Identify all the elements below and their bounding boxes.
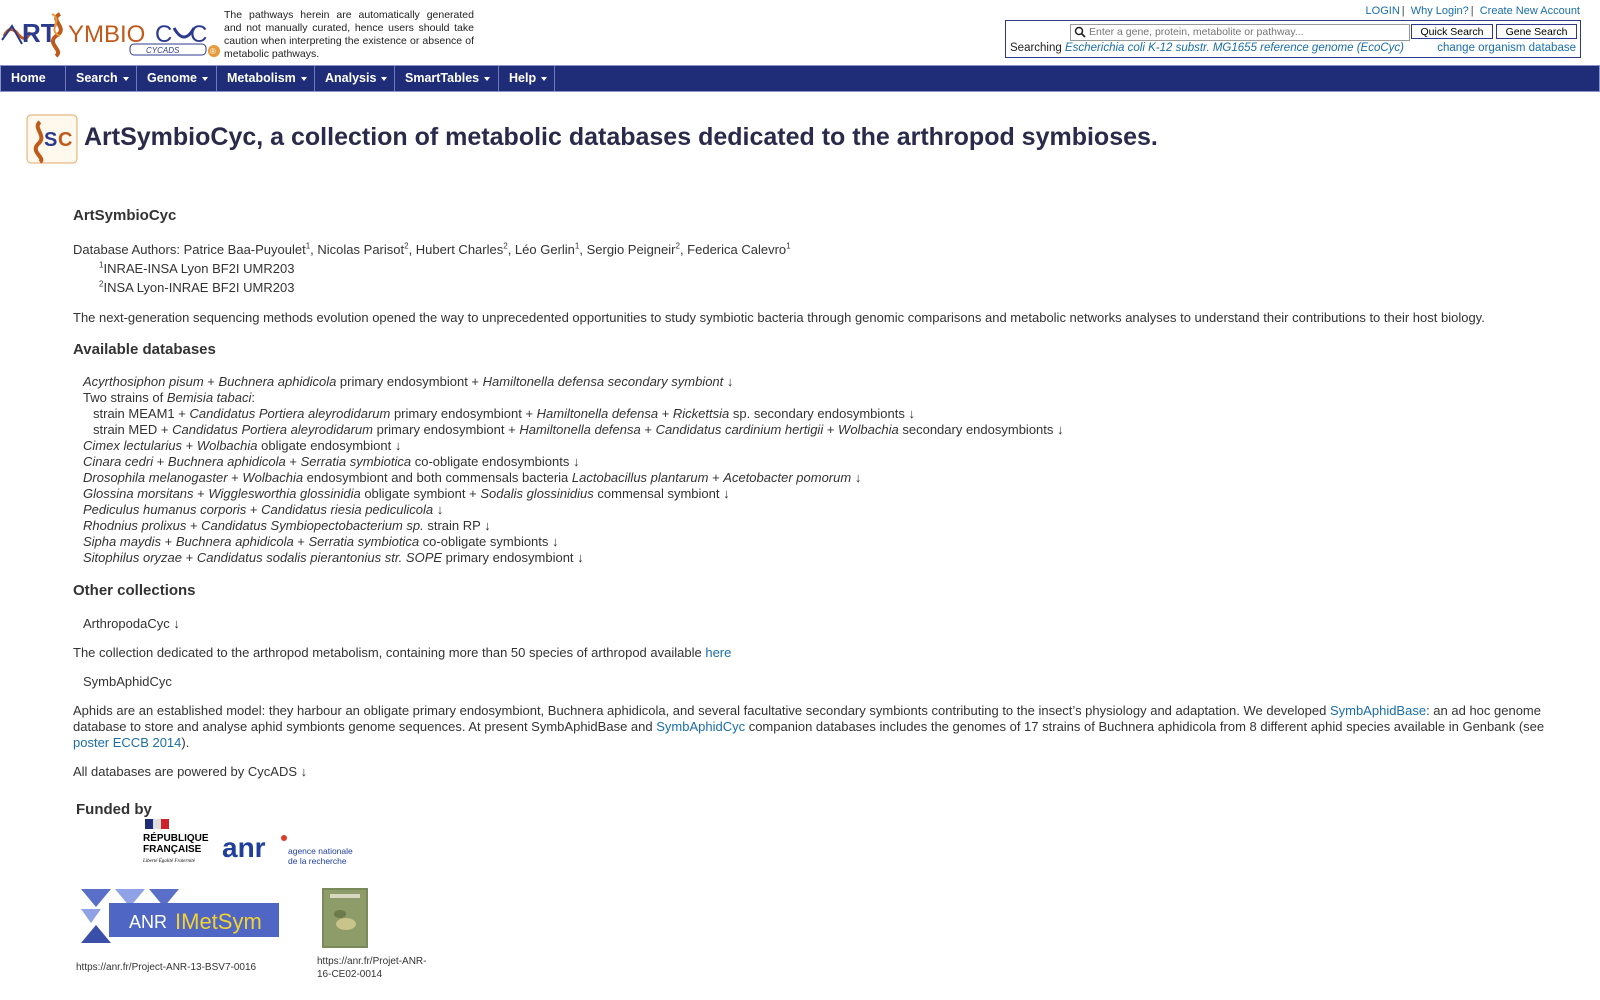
symbiont-species: Candidatus Portiera aleyrodidarum [189, 406, 391, 421]
nav-search-label: Search [76, 71, 118, 85]
symbiont-species: Acetobacter pomorum [723, 470, 852, 485]
symbiont-species: Rickettsia [672, 406, 730, 421]
intro-text: The next-generation sequencing methods evolution opened the way to unprecedented opportunities to study symbiotic bacteria through genomic comparisons and metabolic networks analyses to understand their contributions to their host biology. [73, 310, 1485, 325]
aphid-text: : an ad hoc genome database to store and analyse aphid symbionts genome sequences. At present SymbAphidBase and [73, 703, 1541, 734]
anr-sub2: de la recherche [288, 856, 347, 866]
create-account-link[interactable]: Create New Account [1479, 5, 1580, 17]
symbiont-species: Buchnera aphidicola [175, 534, 294, 549]
nav-metabolism[interactable] [217, 66, 315, 91]
nav-metabolism-label: Metabolism [227, 71, 296, 85]
symbiont-species: Buchnera aphidicola [218, 374, 337, 389]
authors-label: Database Authors: [73, 242, 180, 257]
expand-arrow[interactable]: ↓ [723, 374, 734, 389]
imetsym-title: IMetSym [175, 909, 262, 934]
symbiont-species: Hamiltonella defensa [536, 406, 659, 421]
database-group-label [83, 390, 255, 405]
db-text: + [823, 422, 839, 437]
anr-project-url-2: https://anr.fr/Projet-ANR-16-CE02-0014 [317, 956, 427, 980]
expand-arrow[interactable]: ↓ [851, 470, 862, 485]
symbiont-species: Buchnera aphidicola [167, 454, 286, 469]
main-menu [0, 65, 1600, 92]
db-text: + [246, 502, 262, 517]
symbiont-species: Lactobacillus plantarum [571, 470, 709, 485]
db-text: + [285, 454, 301, 469]
database-item[interactable] [83, 518, 491, 533]
arthropodacyc-toggle[interactable]: ArthropodaCyc ↓ [83, 616, 180, 631]
db-text: + [658, 406, 673, 421]
host-species: Drosophila melanogaster [83, 470, 228, 485]
db-text: Two strains of [83, 390, 167, 405]
svg-text:RT: RT [22, 18, 57, 48]
cycads-toggle[interactable]: All databases are powered by CycADS ↓ [73, 764, 308, 779]
host-species: Cimex lectularius [83, 438, 182, 453]
expand-arrow[interactable]: co-obligate endosymbionts ↓ [411, 454, 580, 469]
symbiont-species: Hamiltonella defensa [519, 422, 641, 437]
expand-arrow[interactable]: obligate endosymbiont ↓ [257, 438, 402, 453]
database-item[interactable] [83, 374, 733, 389]
authors-line: Database Authors: Patrice Baa-Puyoulet$^1$, Nicolas Parisot$^2$, Hubert Charles$^2$, Léo Gerlin$^1$, Sergio Peigneir$^2$, Federica Calevro$^1$ [73, 241, 791, 257]
author: Nicolas Parisot [317, 242, 405, 257]
aphid-paragraph [73, 703, 1553, 751]
nav-help[interactable] [499, 66, 555, 91]
symbiont-species: Wolbachia [242, 470, 304, 485]
db-text: : [251, 390, 255, 405]
database-item[interactable] [93, 422, 1064, 437]
rf-line1: RÉPUBLIQUE [143, 833, 209, 844]
author: Sergio Peigneir [586, 242, 676, 257]
db-text: + [181, 438, 197, 453]
section-available-databases: Available databases [73, 341, 216, 358]
symbiont-species: Candidatus Portiera aleyrodidarum [172, 422, 373, 437]
db-text: + [153, 454, 168, 469]
symbiont-species: Wigglesworthia glossinidia [208, 486, 361, 501]
affiliation-text: INRAE-INSA Lyon BF2I UMR203 [103, 261, 295, 276]
republique-francaise-logo [143, 817, 209, 873]
author-affiliation: 1 [786, 241, 791, 251]
caret-down-icon [123, 77, 129, 81]
anr-wordmark: anr [222, 832, 266, 863]
svg-text:C: C [58, 129, 73, 151]
db-text: primary endosymbiont + [373, 422, 520, 437]
symbiont-species: Candidatus cardinium hertigii [655, 422, 824, 437]
nav-home[interactable] [1, 66, 66, 91]
svg-text:C: C [155, 21, 173, 48]
svg-text:YMBIO: YMBIO [68, 21, 146, 48]
db-text: + [708, 470, 724, 485]
database-item[interactable] [83, 438, 401, 453]
affiliation-text: INSA Lyon-INRAE BF2I UMR203 [103, 280, 295, 295]
rf-motto: Liberté Égalité Fraternité [143, 859, 195, 864]
aphid-text: ). [181, 735, 190, 750]
db-text: primary endosymbiont + [390, 406, 537, 421]
host-species: Glossina morsitans [83, 486, 194, 501]
author: Patrice Baa-Puyoulet [183, 242, 306, 257]
db-text: + [203, 374, 219, 389]
nav-genome-label: Genome [147, 71, 198, 85]
database-item[interactable] [83, 454, 579, 469]
quick-search-button[interactable]: Quick Search [1411, 24, 1493, 39]
symbiont-species: Serratia symbiotica [300, 454, 412, 469]
symbiont-species: Candidatus riesia pediculicola [261, 502, 434, 517]
caret-down-icon [202, 77, 208, 81]
artsymbiocyc-logo[interactable] [0, 6, 222, 58]
nav-analysis-label: Analysis [325, 71, 377, 85]
host-species: Rhodnius prolixus [83, 518, 187, 533]
expand-arrow[interactable]: co-obligate symbionts ↓ [419, 534, 559, 549]
nav-analysis[interactable] [315, 66, 395, 91]
funded-by-heading: Funded by [76, 801, 152, 818]
project-thumbnail[interactable] [322, 888, 368, 948]
symbaphidbase-link[interactable]: SymbAphidBase [1329, 703, 1427, 718]
database-item[interactable] [83, 550, 584, 565]
nav-smarttables-label: SmartTables [405, 71, 480, 85]
database-item[interactable] [83, 470, 861, 485]
poster-eccb-link[interactable]: poster ECCB 2014 [73, 735, 182, 750]
svg-text:CYCADS: CYCADS [146, 46, 180, 55]
db-text: endosymbiont and both commensals bacteria [303, 470, 572, 485]
organism-link[interactable]: Escherichia coli K-12 substr. MG1655 reference genome (EcoCyc) [1065, 42, 1404, 54]
db-text: + [182, 550, 197, 565]
caret-down-icon [301, 77, 307, 81]
symbiont-species: Hamiltonella defensa secondary symbiont [482, 374, 724, 389]
login-link[interactable]: LOGIN [1365, 5, 1400, 17]
arthropodacyc-here-link[interactable]: here [705, 645, 732, 660]
searching-label: Searching [1010, 42, 1062, 54]
host-species: Acyrthosiphon pisum [83, 374, 204, 389]
aphid-text: companion databases includes the genomes of 17 strains of Buchnera aphidicola from 8 different aphid species available in Genbank (see [745, 719, 1545, 734]
disclaimer-text: The pathways herein are automatically generated and not manually curated, hence users should take caution when interpreting the existence or absence of metabolic pathways. [224, 9, 474, 60]
database-item[interactable] [93, 406, 915, 421]
anr-logo [222, 832, 354, 872]
svg-text:®: ® [210, 47, 216, 56]
author-affiliation: 1 [574, 241, 580, 251]
affiliation-number: 2 [99, 279, 104, 289]
svg-text:S: S [44, 129, 58, 151]
symbaphidcyc-link[interactable]: SymbAphidCyc [656, 719, 746, 734]
caret-down-icon [541, 77, 547, 81]
current-organism [1010, 42, 1404, 54]
expand-arrow[interactable]: ↓ [433, 502, 444, 517]
author: Léo Gerlin [514, 242, 575, 257]
db-text: + [640, 422, 656, 437]
symbiont-species: Candidatus sodalis pierantonius str. SOPE [196, 550, 443, 565]
section-other-collections: Other collections [73, 582, 196, 599]
symbaphidcyc-heading: SymbAphidCyc [83, 674, 172, 689]
expand-arrow[interactable]: secondary endosymbionts ↓ [898, 422, 1064, 437]
db-text: obligate symbiont + [360, 486, 481, 501]
author-affiliation: 1 [305, 241, 311, 251]
imetsym-logo[interactable] [81, 889, 279, 943]
db-text: + [186, 518, 202, 533]
affiliation-2 [99, 280, 294, 295]
nav-help-label: Help [509, 71, 537, 85]
arthropodacyc-description [73, 645, 731, 660]
db-text: + [193, 486, 209, 501]
caret-down-icon [484, 77, 490, 81]
host-species: Cinara cedri [83, 454, 154, 469]
db-text: + [227, 470, 243, 485]
host-species: Pediculus humanus corporis [83, 502, 247, 517]
search-icon [1074, 26, 1086, 38]
collection-icon [26, 114, 78, 164]
symbiont-species: Wolbachia [838, 422, 899, 437]
symbiont-species: Candidatus Symbiopectobacterium sp. [201, 518, 424, 533]
author: Federica Calevro [687, 242, 787, 257]
why-login-link[interactable]: Why Login? [1410, 5, 1469, 17]
anr-sub1: agence nationale [288, 846, 353, 856]
nav-genome[interactable] [137, 66, 217, 91]
account-links: LOGIN | Why Login? | Create New Account [1365, 5, 1580, 17]
author-affiliation: 2 [404, 241, 409, 251]
affiliation-1 [99, 261, 294, 276]
caret-down-icon [381, 77, 387, 81]
imetsym-anr: ANR [129, 912, 168, 932]
anr-project-url-1: https://anr.fr/Project-ANR-13-BSV7-0016 [76, 962, 257, 973]
host-species: Bemisia tabaci [166, 390, 252, 405]
gene-search-button[interactable]: Gene Search [1496, 24, 1577, 39]
rf-line2: FRANÇAISE [143, 844, 202, 855]
page-title: ArtSymbioCyc, a collection of metabolic databases dedicated to the arthropod symbioses. [84, 123, 1158, 151]
aphid-text: Aphids are an established model: they harbour an obligate primary endosymbiont, Buchnera aphidicola, and several facultative secondary symbionts contributing to the insect’s physiology and adaptation. We developed [73, 703, 1330, 718]
symbiont-species: Sodalis glossinidius [480, 486, 594, 501]
expand-arrow[interactable]: primary endosymbiont ↓ [442, 550, 584, 565]
database-item[interactable] [83, 534, 559, 549]
change-organism-link[interactable]: change organism database [1437, 42, 1576, 54]
search-field[interactable] [1070, 24, 1410, 41]
author-affiliation: 2 [675, 241, 680, 251]
search-input[interactable] [1089, 25, 1401, 39]
section-artsymbiocyc: ArtSymbioCyc [73, 207, 177, 224]
author: Hubert Charles [415, 242, 504, 257]
database-item[interactable] [83, 486, 730, 501]
expand-arrow[interactable]: sp. secondary endosymbionts ↓ [729, 406, 915, 421]
svg-text:C: C [190, 21, 208, 48]
search-panel [1005, 20, 1581, 58]
host-species: Sitophilus oryzae [83, 550, 182, 565]
affiliation-number: 1 [99, 260, 104, 270]
arthropoda-text: The collection dedicated to the arthropod metabolism, containing more than 50 species of arthropod available [73, 645, 702, 660]
symbiont-species: Serratia symbiotica [308, 534, 420, 549]
nav-home-label: Home [11, 71, 46, 85]
nav-smarttables[interactable] [395, 66, 499, 91]
symbiont-species: Wolbachia [196, 438, 258, 453]
expand-arrow[interactable]: commensal symbiont ↓ [593, 486, 730, 501]
db-text: primary endosymbiont + [336, 374, 483, 389]
author-affiliation: 2 [503, 241, 508, 251]
db-text: strain MEAM1 + [93, 406, 190, 421]
db-text: + [293, 534, 309, 549]
nav-search[interactable] [66, 66, 137, 91]
database-item[interactable] [83, 502, 443, 517]
db-text: strain MED + [93, 422, 173, 437]
expand-arrow[interactable]: strain RP ↓ [423, 518, 491, 533]
db-text: + [161, 534, 176, 549]
host-species: Sipha maydis [83, 534, 162, 549]
